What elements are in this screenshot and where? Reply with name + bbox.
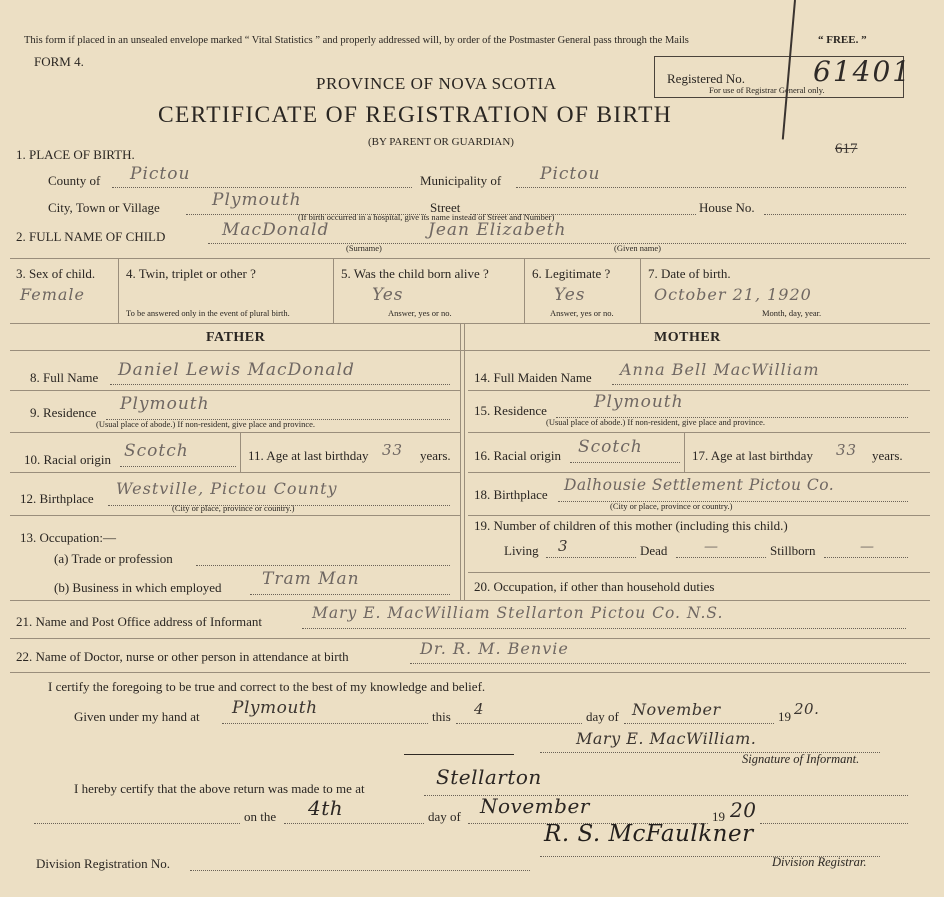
municipality-value: Pictou [540, 164, 601, 184]
surname-caption: (Surname) [346, 243, 382, 253]
page-title: CERTIFICATE OF REGISTRATION OF BIRTH [158, 102, 672, 128]
registrar-year-line [760, 823, 908, 824]
children-label: 19. Number of children of this mother (including this child.) [474, 518, 788, 533]
city-label: City, Town or Village [48, 200, 160, 215]
registered-box [654, 55, 913, 98]
father-age-label: 11. Age at last birthday [248, 448, 369, 463]
this-line [456, 723, 582, 724]
given-day-of-label: day of [586, 709, 619, 724]
municipality-label: Municipality of [420, 173, 502, 188]
living-value: 3 [558, 537, 569, 555]
informant-signature-caption: Signature of Informant. [742, 752, 860, 766]
this-value: 4 [474, 700, 485, 718]
given-month-line [624, 723, 774, 724]
stillborn-value: — [860, 539, 875, 555]
father-birthplace-value: Westville, Pictou County [116, 479, 338, 498]
this-label: this [432, 709, 451, 724]
rule [10, 323, 930, 324]
registrar-month-value: November [480, 794, 590, 818]
rule [684, 432, 685, 472]
dob-note: Month, day, year. [762, 308, 822, 318]
twin-note: To be answered only in the event of plural birth. [126, 308, 290, 318]
informant-signature: Mary E. MacWilliam. [576, 729, 757, 748]
rule [640, 258, 641, 323]
stillborn-label: Stillborn [770, 543, 816, 558]
rule [10, 258, 930, 259]
mother-age-label: 17. Age at last birthday [692, 448, 813, 463]
registered-label: Registered No. [667, 71, 745, 86]
county-value: Pictou [130, 164, 191, 184]
child-name-label: 2. FULL NAME OF CHILD [16, 229, 166, 244]
business-line [250, 594, 450, 595]
given-year-value: 20. [794, 700, 820, 718]
doctor-line [410, 663, 906, 664]
page-subtitle: (BY PARENT OR GUARDIAN) [368, 136, 514, 148]
given-place: Plymouth [232, 698, 318, 718]
mother-residence-label: 15. Residence [474, 403, 547, 418]
rule [10, 515, 460, 516]
rule [240, 432, 241, 472]
informant-label: 21. Name and Post Office address of Informant [16, 614, 262, 629]
trade-label: (a) Trade or profession [54, 551, 173, 566]
father-residence-note: (Usual place of abode.) If non-resident, give place and province. [96, 419, 316, 429]
registered-value: 61401 [813, 55, 913, 88]
father-racial-value: Scotch [124, 441, 189, 461]
county-line [112, 187, 412, 188]
mother-age-value: 33 [836, 441, 858, 459]
postal-notice: This form if placed in an unsealed envelope marked “ Vital Statistics ” and properly addressed will, by order of the Postmaster General pass through the Mails [24, 35, 689, 46]
mother-heading: MOTHER [654, 330, 721, 345]
father-name-label: 8. Full Name [30, 370, 99, 385]
house-label: House No. [699, 200, 755, 215]
divider [404, 754, 514, 755]
father-racial-label: 10. Racial origin [24, 452, 112, 467]
registrar-signature: R. S. McFaulkner [544, 821, 754, 847]
trade-line [196, 565, 450, 566]
registrar-year-value: 20 [730, 798, 757, 822]
dead-line [676, 557, 766, 558]
doctor-value: Dr. R. M. Benvie [420, 639, 569, 658]
mother-birthplace-label: 18. Birthplace [474, 487, 548, 502]
rule [10, 672, 930, 673]
mother-birthplace-value: Dalhousie Settlement Pictou Co. [564, 476, 835, 494]
dead-label: Dead [640, 543, 668, 558]
rule [10, 350, 930, 351]
rule [468, 472, 930, 473]
dead-value: — [704, 539, 719, 555]
mother-racial-value: Scotch [578, 437, 643, 457]
given-line [222, 723, 428, 724]
stillborn-line [824, 557, 908, 558]
rule [468, 390, 930, 391]
place-of-birth-heading: 1. PLACE OF BIRTH. [16, 147, 135, 162]
informant-value: Mary E. MacWilliam Stellarton Pictou Co. N.S. [312, 604, 724, 622]
registrar-year-prefix: 19 [712, 809, 725, 824]
given-caption: (Given name) [614, 243, 661, 253]
alive-value: Yes [372, 285, 404, 305]
given-month-value: November [632, 700, 721, 719]
mother-name-value: Anna Bell MacWilliam [620, 360, 820, 379]
registrar-blank-line [34, 823, 240, 824]
rule [333, 258, 334, 323]
registrar-day-of-label: day of [428, 809, 461, 824]
certify-statement: I certify the foregoing to be true and correct to the best of my knowledge and belief. [48, 679, 486, 694]
legitimate-value: Yes [554, 285, 586, 305]
legitimate-note: Answer, yes or no. [550, 308, 614, 318]
father-name-line [110, 384, 450, 385]
child-given-value: Jean Elizabeth [428, 220, 567, 240]
business-value: Tram Man [262, 569, 360, 589]
business-label: (b) Business in which employed [54, 580, 222, 595]
child-name-line [208, 243, 906, 244]
county-label: County of [48, 173, 101, 188]
on-the-line [284, 823, 424, 824]
occupation-label: 13. Occupation:— [20, 530, 117, 545]
on-the-value: 4th [308, 796, 344, 820]
city-value: Plymouth [212, 190, 302, 210]
house-line [764, 214, 906, 215]
father-residence-label: 9. Residence [30, 405, 97, 420]
father-racial-line [120, 466, 236, 467]
father-age-unit: years. [420, 448, 451, 463]
legitimate-label: 6. Legitimate ? [532, 266, 611, 281]
dob-value: October 21, 1920 [654, 285, 812, 304]
rule [118, 258, 119, 323]
rule [464, 323, 465, 600]
living-label: Living [504, 543, 539, 558]
mother-racial-line [570, 462, 680, 463]
hospital-note: (If birth occurred in a hospital, give its name instead of Street and Number) [298, 212, 555, 222]
registrar-place-value: Stellarton [436, 765, 542, 789]
sex-value: Female [20, 285, 85, 304]
mother-occupation-label: 20. Occupation, if other than household duties [474, 579, 715, 594]
registrar-caption: Division Registrar. [772, 855, 867, 869]
mother-residence-value: Plymouth [594, 392, 684, 412]
corner-number: 617 [835, 141, 858, 157]
rule [460, 323, 461, 600]
alive-note: Answer, yes or no. [388, 308, 452, 318]
free-notice: “ FREE. ” [818, 34, 867, 46]
child-surname-value: MacDonald [222, 220, 330, 240]
mother-residence-note: (Usual place of abode.) If non-resident, give place and province. [546, 417, 766, 427]
province-heading: PROVINCE OF NOVA SCOTIA [316, 74, 557, 93]
alive-label: 5. Was the child born alive ? [341, 266, 489, 281]
rule [468, 432, 930, 433]
father-heading: FATHER [206, 330, 266, 345]
municipality-line [516, 187, 906, 188]
division-reg-no-label: Division Registration No. [36, 856, 170, 871]
given-label: Given under my hand at [74, 709, 200, 724]
living-line [546, 557, 636, 558]
doctor-label: 22. Name of Doctor, nurse or other person in attendance at birth [16, 649, 349, 664]
rule [10, 432, 460, 433]
sex-label: 3. Sex of child. [16, 266, 96, 281]
father-name-value: Daniel Lewis MacDonald [118, 360, 355, 380]
mother-age-unit: years. [872, 448, 903, 463]
given-year-prefix: 19 [778, 709, 791, 724]
father-birthplace-note: (City or place, province or country.) [172, 503, 295, 513]
twin-label: 4. Twin, triplet or other ? [126, 266, 256, 281]
father-age-value: 33 [382, 441, 404, 459]
mother-racial-label: 16. Racial origin [474, 448, 562, 463]
rule [468, 515, 930, 516]
rule [10, 600, 930, 601]
mother-name-line [612, 384, 908, 385]
dob-label: 7. Date of birth. [648, 266, 731, 281]
informant-line [302, 628, 906, 629]
on-the-label: on the [244, 809, 277, 824]
father-birthplace-label: 12. Birthplace [20, 491, 94, 506]
mother-birthplace-note: (City or place, province or country.) [610, 501, 733, 511]
rule [10, 390, 460, 391]
rule [10, 472, 460, 473]
division-reg-no-line [190, 870, 530, 871]
mother-name-label: 14. Full Maiden Name [474, 370, 592, 385]
father-residence-value: Plymouth [120, 394, 210, 414]
registered-note: For use of Registrar General only. [709, 85, 825, 95]
form-number: FORM 4. [34, 54, 84, 69]
registrar-statement: I hereby certify that the above return was made to me at [74, 781, 365, 796]
street-label: Street [430, 200, 461, 215]
rule [524, 258, 525, 323]
rule [468, 572, 930, 573]
